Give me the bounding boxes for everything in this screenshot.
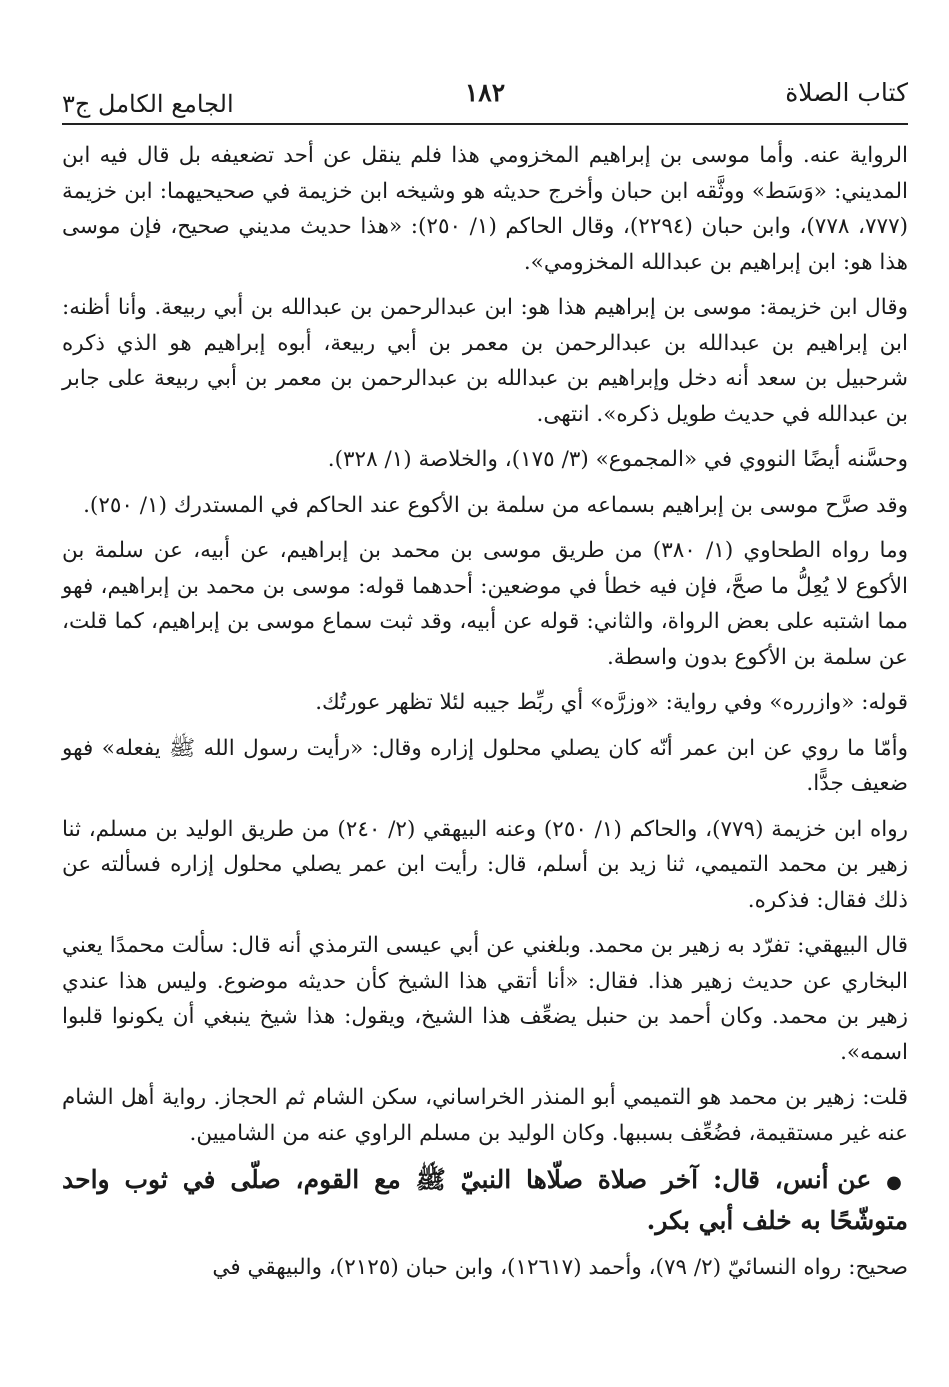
- volume-title: الجامع الكامل ج٣: [62, 90, 234, 118]
- paragraph: وحسَّنه أيضًا النووي في «المجموع» (٣/ ١٧٥)، والخلاصة (١/ ٣٢٨).: [327, 447, 908, 472]
- paragraph: وقد صرَّح موسى بن إبراهيم بسماعه من سلمة بن الأكوع عند الحاكم في المستدرك (١/ ٢٥٠).: [83, 492, 908, 518]
- book-title: كتاب الصلاة: [785, 78, 908, 107]
- page-body: [62, 138, 908, 1296]
- paragraph: صحيح: رواه النسائيّ (٢/ ٧٩)، وأحمد (١٢٦١٧)، وابن حبان (٢١٢٥)، والبيهقي في: [212, 1255, 908, 1280]
- bullet-icon: ●: [886, 1172, 908, 1193]
- hadith-text: [62, 1161, 908, 1240]
- page-number: ١٨٢: [464, 78, 506, 107]
- paragraph: الرواية عنه. وأما موسى بن إبراهيم المخزومي هذا فلم ينقل عن أحد تضعيفه بل قال فيه ابن المديني: «وَسَط» ووثَّقه ابن حبان وأخرج حديثه هو وشيخه ابن خزيمة في صحيحيهما: ابن خزيمة (٧٧٧، ٧٧٨)، وابن حبان (٢٢٩٤)، وقال الحاكم (١/ ٢٥٠): «هذا حديث مديني صحيح، فإن موسى هذا هو: ابن إبراهيم بن عبدالله المخزومي».: [62, 143, 909, 275]
- page-header: [62, 78, 908, 118]
- header-divider: [62, 123, 908, 125]
- paragraph: قوله: «وازرره» وفي رواية: «وزرَّه» أي ربِّط جيبه لئلا تظهر عورتُك.: [315, 690, 908, 715]
- paragraph: قال البيهقي: تفرّد به زهير بن محمد. وبلغني عن أبي عيسى الترمذي أنه قال: سألت محمدًا يعني البخاري عن حديث زهير هذا. فقال: «أنا أتقي هذا الشيخ كأن حديثه موضوع. وليس هذا عندي زهير بن محمد. وكان أحمد بن حنبل يضعِّف هذا الشيخ، ويقول: هذا شيخ ينبغي أن يكونوا قلبوا اسمه».: [62, 933, 908, 1065]
- paragraph: وما رواه الطحاوي (١/ ٣٨٠) من طريق موسى بن محمد بن إبراهيم، عن أبيه، عن سلمة بن الأكوع لا يُعِلُّ ما صحَّ، فإن فيه خطأ في موضعين: أحدهما قوله: موسى بن محمد بن إبراهيم، فهو مما اشتبه على بعض الرواة، والثاني: قوله عن أبيه، وقد ثبت سماع موسى بن إبراهيم، كما قلت، عن سلمة بن الأكوع بدون واسطة.: [62, 538, 908, 670]
- paragraph: وقال ابن خزيمة: موسى بن إبراهيم هذا هو: ابن عبدالرحمن بن عبدالله بن أبي ربيعة. وأنا أظنه: ابن إبراهيم بن عبدالله بن عبدالرحمن بن معمر بن أبي ربيعة، أبوه إبراهيم هو الذي ذكره شرحبيل بن سعد أنه دخل وإبراهيم بن عبدالله بن عبدالرحمن بن معمر بن أبي ربيعة على جابر بن عبدالله في حديث طويل ذكره». انتهى.: [62, 295, 908, 427]
- paragraph: وأمّا ما روي عن ابن عمر أنّه كان يصلي محلول إزاره وقال: «رأيت رسول الله ﷺ يفعله» فهو ضعيف جدًّا.: [62, 735, 908, 796]
- paragraph: قلت: زهير بن محمد هو التميمي أبو المنذر الخراساني، سكن الشام ثم الحجاز. رواية أهل الشام عنه غير مستقيمة، فضُعِّف بسببها. وكان الوليد بن مسلم الراوي عنه من الشاميين.: [62, 1085, 908, 1146]
- paragraph: رواه ابن خزيمة (٧٧٩)، والحاكم (١/ ٢٥٠) وعنه البيهقي (٢/ ٢٤٠) من طريق الوليد بن مسلم، ثنا زهير بن محمد التميمي، ثنا زيد بن أسلم، قال: رأيت ابن عمر يصلي محلول إزاره فسألته عن ذلك فقال: فذكره.: [62, 816, 909, 913]
- hadith-body: عن أنس، قال: آخر صلاة صلّاها النبيّ ﷺ مع القوم، صلّى في ثوب واحد متوشّحًا به خلف أبي بكر.: [62, 1165, 908, 1235]
